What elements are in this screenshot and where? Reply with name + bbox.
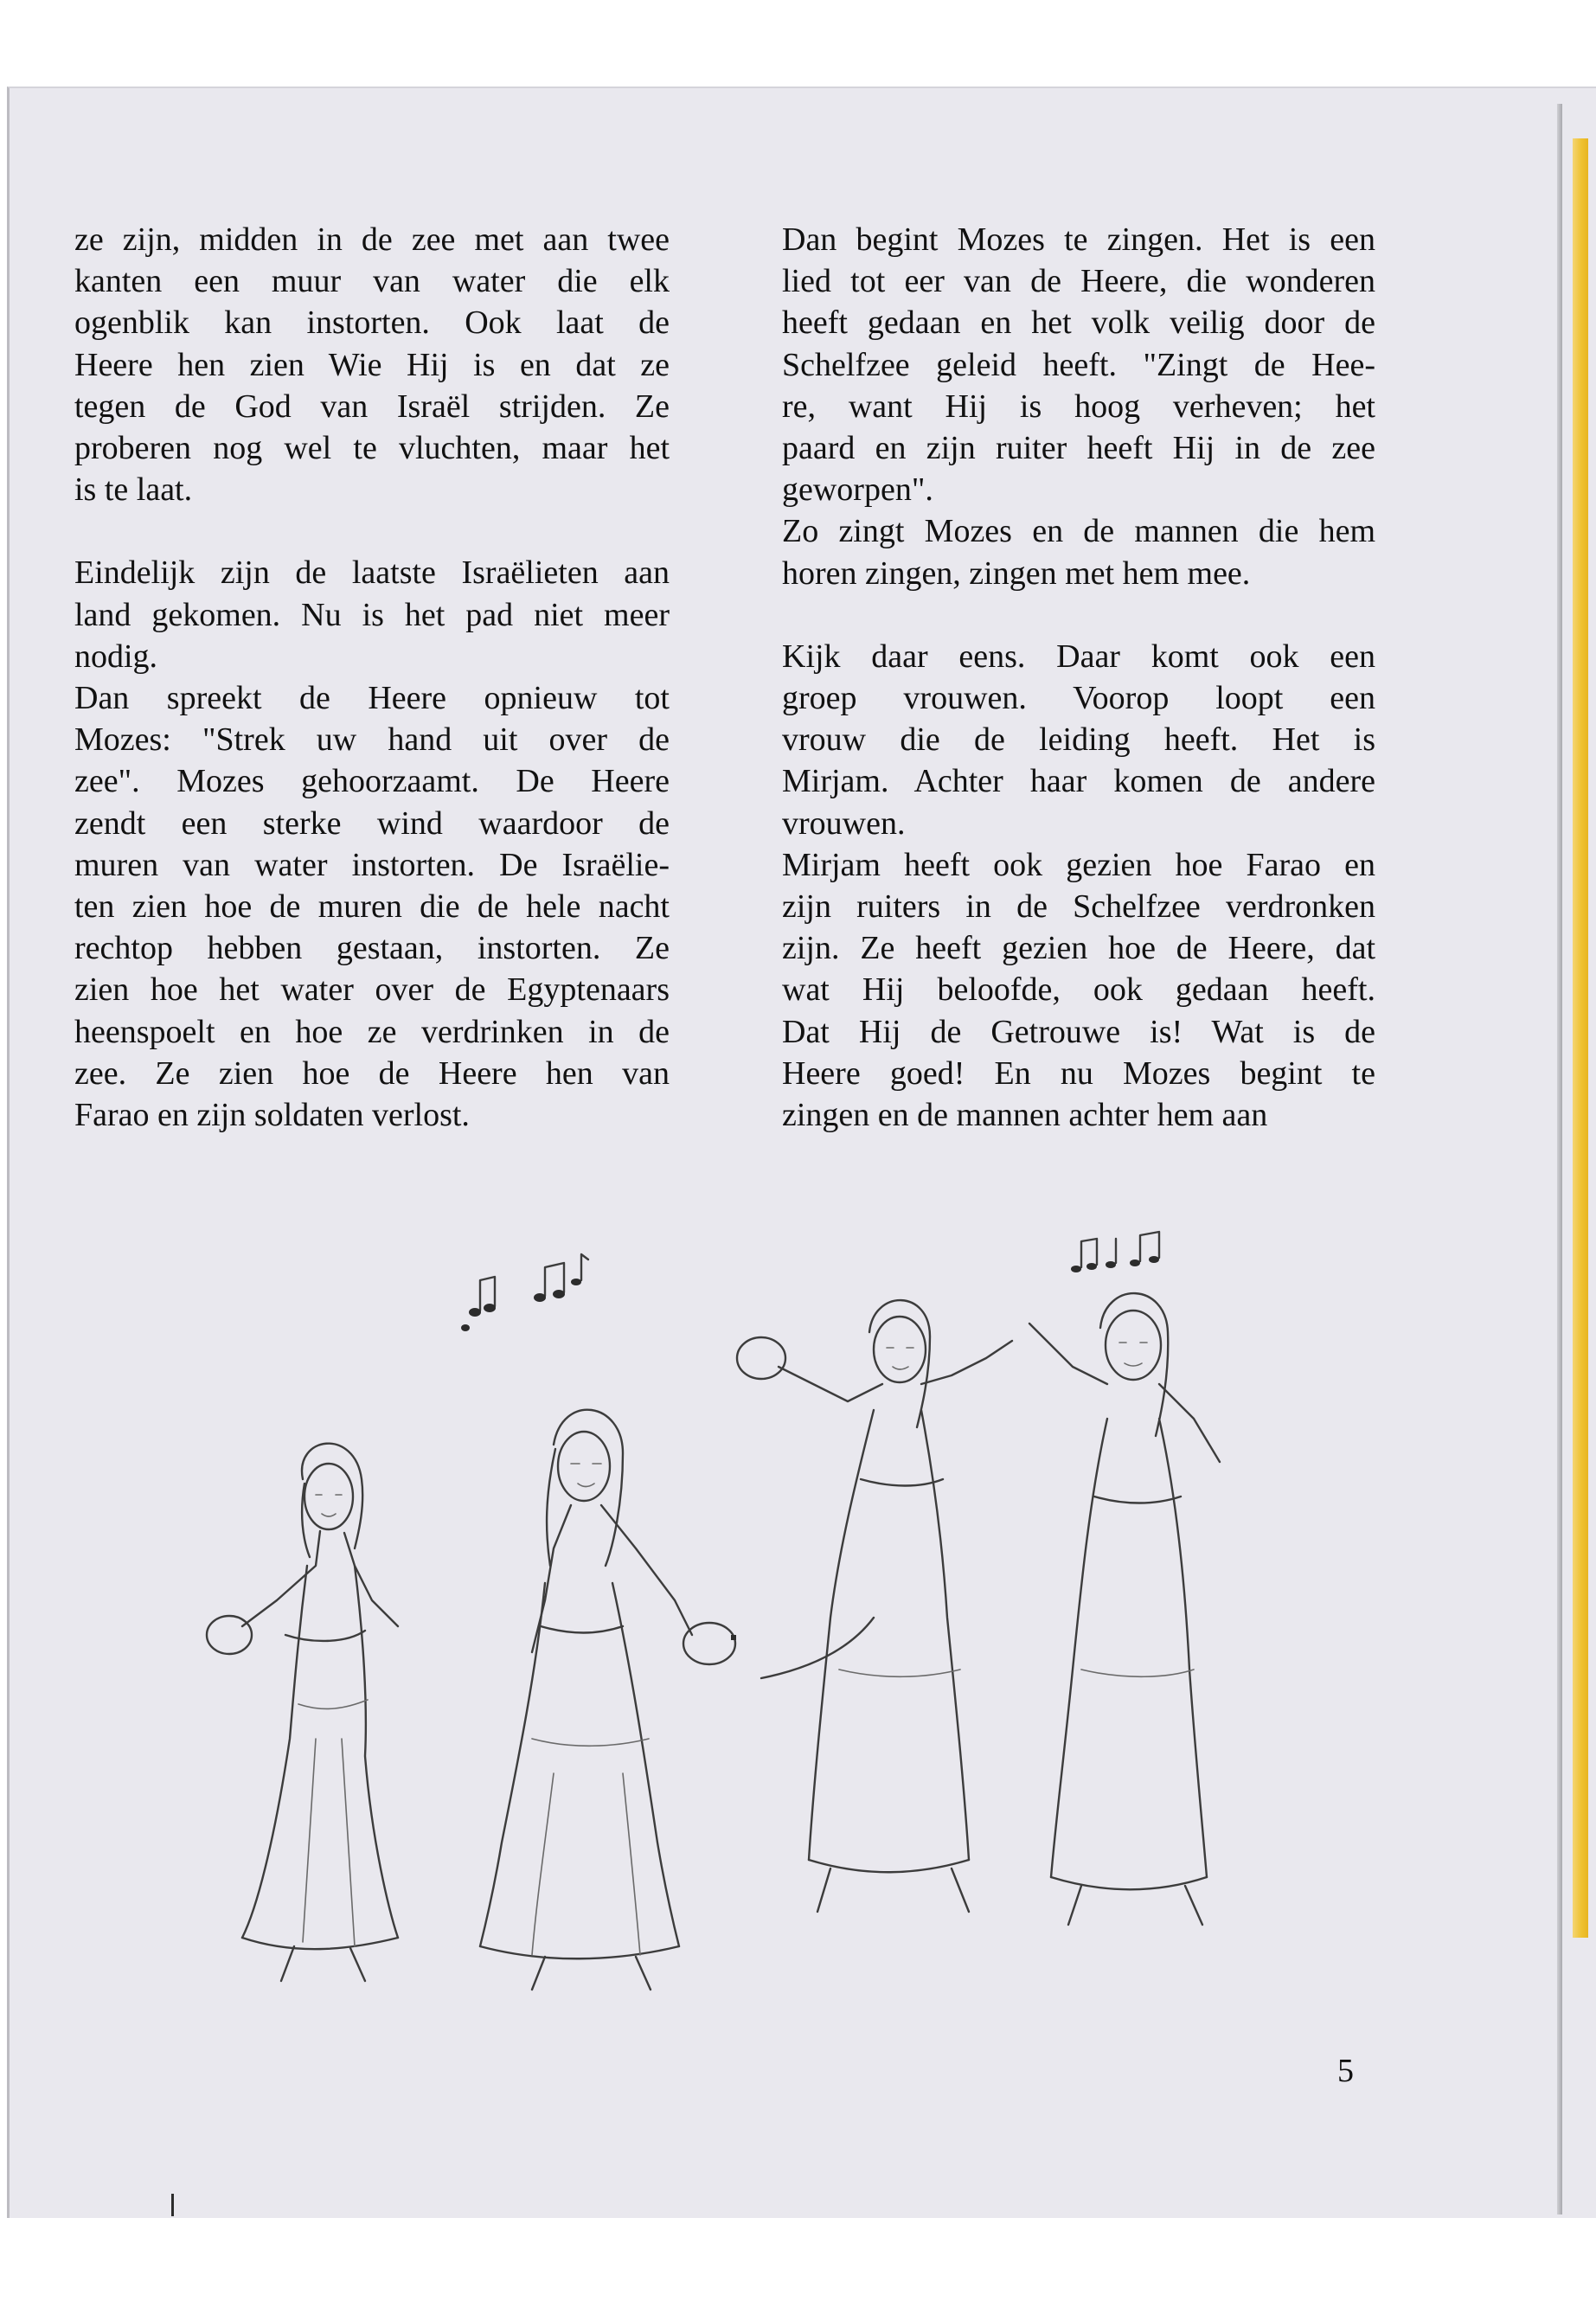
text-line: land gekomen. Nu is het pad niet meer [74,596,670,633]
text-line: groep vrouwen. Voorop loopt een [782,680,1375,717]
text-line: heeft gedaan en het volk veilig door de [782,304,1375,342]
text-line: heenspoelt en hoe ze verdrinken in de [74,1013,670,1050]
text-line: ten zien hoe de muren die de hele nacht [74,888,670,926]
music-notes-right [1071,1232,1159,1272]
text-line: Dan spreekt de Heere opnieuw tot [74,680,670,717]
text-line: geworpen". [782,471,933,509]
yellow-folder-edge [1573,138,1588,1938]
text-line: wat Hij beloofde, ook gedaan heeft. [782,971,1375,1009]
text-line: Eindelijk zijn de laatste Israëlieten aan [74,554,670,592]
text-line: ogenblik kan instorten. Ook laat de [74,304,670,342]
paragraph [782,219,1375,510]
text-line: nodig. [74,638,158,675]
page-edge-shadow [1557,104,1562,2214]
text-line: Zo zingt Mozes en de mannen die hem [782,513,1375,550]
text-line: zijn. Ze heeft gezien hoe de Heere, dat [782,930,1375,967]
text-line: Heere goed! En nu Mozes begint te [782,1054,1375,1092]
text-line: Mirjam. Achter haar komen de andere [782,763,1375,800]
text-line: Heere hen zien Wie Hij is en dat ze [74,346,670,383]
text-line: vrouw die de leiding heeft. Het is [782,721,1375,759]
dancer-figure-1 [207,1444,398,1981]
paragraph [782,844,1375,1136]
paragraph [74,219,670,510]
dancing-women-illustration [138,1220,1280,2016]
text-line: muren van water instorten. De Israëlie- [74,846,670,883]
text-line: vrouwen. [782,804,906,842]
paragraph-gap [782,594,1375,636]
dancer-figure-3 [737,1300,1012,1912]
text-line: Schelfzee geleid heeft. "Zingt de Hee- [782,346,1375,383]
text-line: zendt een sterke wind waardoor de [74,804,670,842]
text-line: Kijk daar eens. Daar komt ook een [782,638,1375,675]
text-line: is te laat. [74,471,193,509]
page-number: 5 [1337,2053,1354,2089]
text-line: tegen de God van Israël strijden. Ze [74,388,670,425]
text-line: rechtop hebben gestaan, instorten. Ze [74,930,670,967]
text-line: zingen en de mannen achter hem aan [782,1097,1268,1134]
text-line: lied tot eer van de Heere, die wonderen [782,263,1375,300]
text-line: zien hoe het water over de Egyptenaars [74,971,670,1009]
paragraph [74,677,670,1136]
text-line: re, want Hij is hoog verheven; het [782,388,1375,425]
text-line: horen zingen, zingen met hem mee. [782,554,1251,592]
text-line: Farao en zijn soldaten verlost. [74,1097,470,1134]
scan-mark [171,2194,174,2216]
text-line: paard en zijn ruiter heeft Hij in de zee [782,430,1375,467]
text-line: Dan begint Mozes te zingen. Het is een [782,221,1375,258]
paragraph [782,636,1375,844]
paragraph [74,552,670,677]
left-text-column [74,219,670,1136]
text-line: zee". Mozes gehoorzaamt. De Heere [74,763,670,800]
music-notes-left [461,1254,588,1331]
right-text-column [782,219,1375,1136]
text-line: zee. Ze zien hoe de Heere hen van [74,1054,670,1092]
text-line: zijn ruiters in de Schelfzee verdronken [782,888,1375,926]
text-line: kanten een muur van water die elk [74,263,670,300]
dancer-figure-4 [1029,1293,1220,1925]
paragraph-gap [74,510,670,552]
text-line: Dat Hij de Getrouwe is! Wat is de [782,1013,1375,1050]
paragraph [782,510,1375,593]
text-line: Mozes: "Strek uw hand uit over de [74,721,670,759]
dancer-figure-2 [480,1410,736,1990]
text-line: Mirjam heeft ook gezien hoe Farao en [782,846,1375,883]
text-line: ze zijn, midden in de zee met aan twee [74,221,670,258]
text-line: proberen nog wel te vluchten, maar het [74,430,670,467]
